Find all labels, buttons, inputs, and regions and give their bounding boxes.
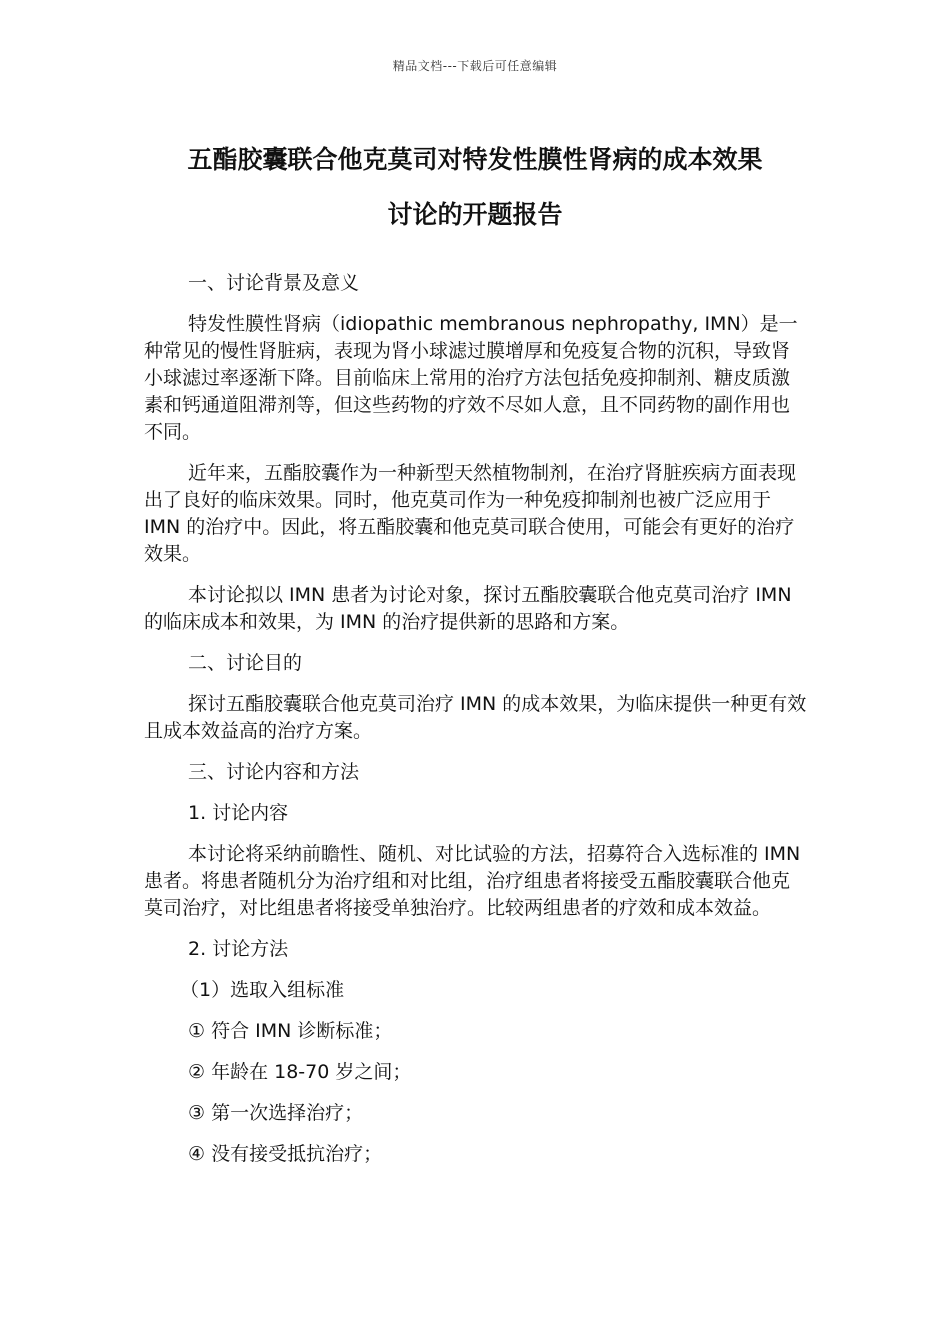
paragraph-content: 本讨论将采纳前瞻性、随机、对比试验的方法，招募符合入选标准的 IMN 患者。将患者随机分为治疗组和对比组，治疗组患者将接受五酯胶囊联合他克莫司治疗，对比组患者将接受单独治疗。比较两组患者的疗效和成本效益。	[144, 843, 801, 919]
section-heading-content-methods: 三、讨论内容和方法	[188, 761, 360, 783]
paragraph-background-3: 本讨论拟以 IMN 患者为讨论对象，探讨五酯胶囊联合他克莫司治疗 IMN 的临床成本和效果，为 IMN 的治疗提供新的思路和方案。	[144, 584, 792, 633]
page-header: 精品文档---下载后可任意编辑	[392, 59, 558, 73]
paragraph-background-2: 近年来，五酯胶囊作为一种新型天然植物制剂，在治疗肾脏疾病方面表现出了良好的临床效果。同时，他克莫司作为一种免疫抑制剂也被广泛应用于 IMN 的治疗中。因此，将五酯胶囊和他克莫司联合使用，可能会有更好的治疗效果。	[144, 462, 797, 565]
criteria-item: ② 年龄在 18-70 岁之间；	[188, 1061, 412, 1083]
section-heading-purpose: 二、讨论目的	[188, 652, 303, 674]
subsection-heading-methods: 2. 讨论方法	[188, 938, 289, 960]
section-heading-background: 一、讨论背景及意义	[188, 272, 360, 294]
criteria-item: ③ 第一次选择治疗；	[188, 1102, 364, 1124]
criteria-item: ④ 没有接受抵抗治疗；	[188, 1143, 383, 1165]
criteria-item: ① 符合 IMN 诊断标准；	[188, 1020, 393, 1042]
subsection-heading-content: 1. 讨论内容	[188, 802, 289, 824]
paragraph-purpose: 探讨五酯胶囊联合他克莫司治疗 IMN 的成本效果，为临床提供一种更有效且成本效益高的治疗方案。	[144, 693, 807, 742]
methods-item-inclusion: （1）选取入组标准	[180, 979, 345, 1001]
document-body	[144, 270, 808, 1168]
document-title-line-1: 五酯胶囊联合他克莫司对特发性膜性肾病的成本效果	[187, 145, 763, 174]
document-title-line-2: 讨论的开题报告	[387, 200, 563, 229]
paragraph-background-1: 特发性膜性肾病（idiopathic membranous nephropathy, IMN）是一种常见的慢性肾脏病，表现为肾小球滤过膜增厚和免疫复合物的沉积，导致肾小球滤过率逐渐下降。目前临床上常用的治疗方法包括免疫抑制剂、糖皮质激素和钙通道阻滞剂等，但这些药物的疗效不尽如人意，且不同药物的副作用也不同。	[144, 313, 798, 443]
